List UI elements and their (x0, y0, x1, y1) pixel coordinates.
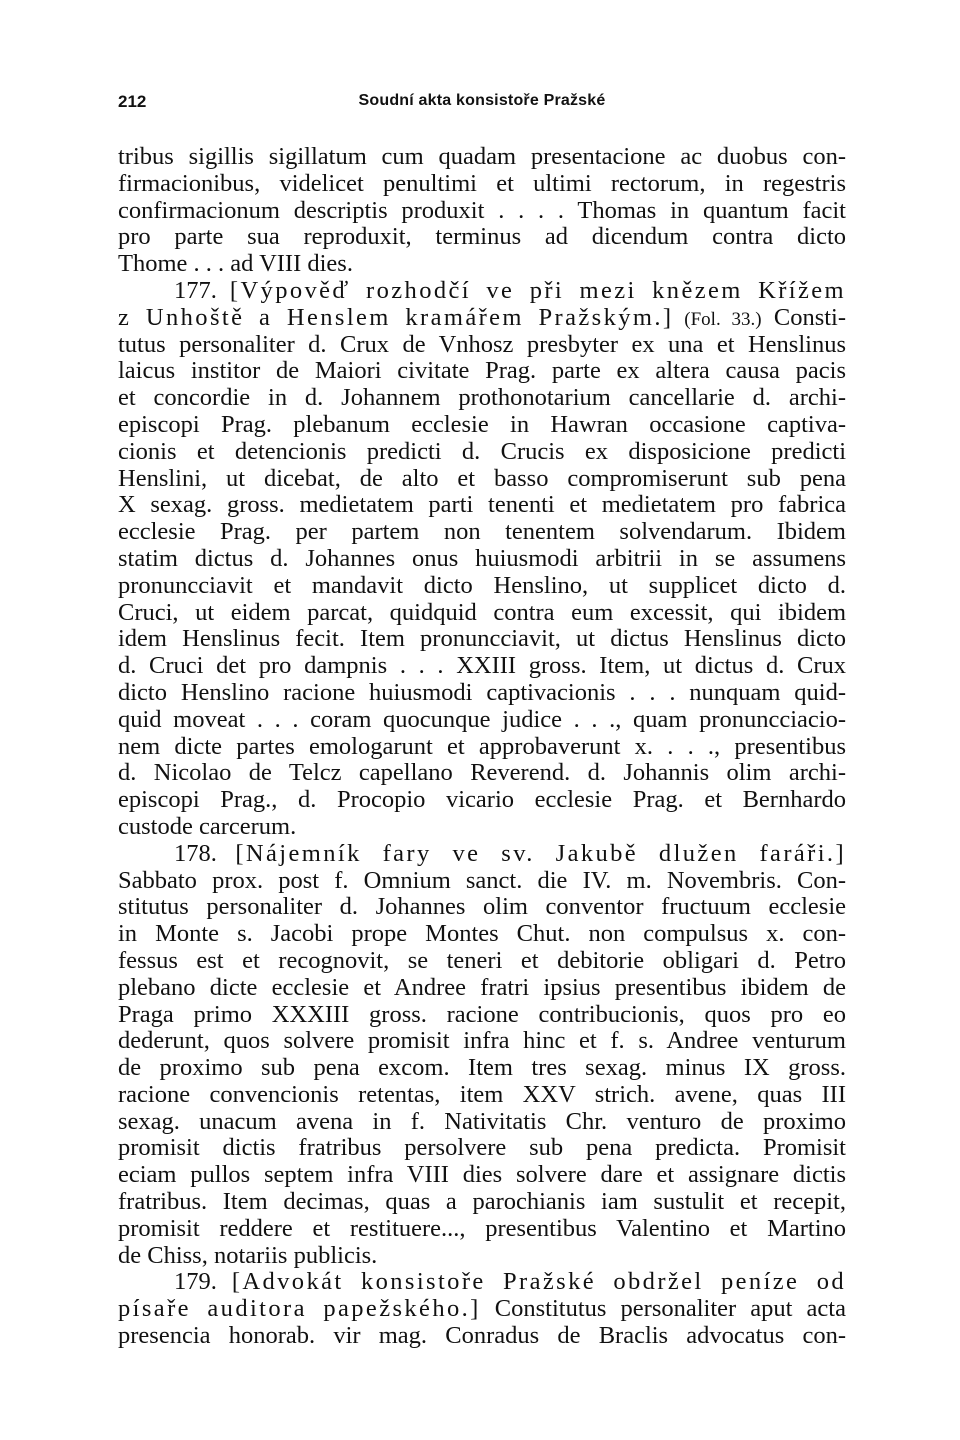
text-line (118, 1269, 846, 1296)
line-text: quid moveat . . . coram quocunque judice . . ., quam pronuncciacio- (118, 705, 846, 733)
text-line (118, 1323, 846, 1350)
line-text: cionis et detencionis predicti d. Crucis ex disposicione predicti (118, 437, 846, 465)
line-text: X sexag. gross. medietatem parti tenenti et medietatem pro fabrica (118, 491, 846, 519)
text-line (118, 760, 846, 787)
line-text: fessus est et recognovit, se teneri et debitorie obligari d. Petro (118, 946, 846, 974)
text-line (118, 707, 846, 734)
line-text: ecclesie Prag. per partem non tenentem solvendarum. Ibidem (118, 518, 846, 546)
entry-heading: [Advokát konsistoře Pražské obdržel peníze od (231, 1268, 846, 1296)
text-line (118, 385, 846, 412)
text-line (118, 412, 846, 439)
text-line (118, 868, 846, 895)
line-text: Constitutus personaliter aput acta (480, 1295, 846, 1323)
entry-number: 178. (174, 839, 236, 867)
line-text: Praga primo XXXIII gross. racione contribucionis, quos pro eo (118, 1000, 846, 1028)
text-line (118, 466, 846, 493)
text-line (118, 1189, 846, 1216)
line-text: Thome . . . ad VIII dies. (118, 250, 353, 278)
page-number: 212 (118, 92, 147, 111)
text-line (118, 653, 846, 680)
entry-number: 177. (174, 276, 230, 304)
line-text: laicus institor de Maiori civitate Prag. parte ex altera causa pacis (118, 357, 846, 385)
text-line (118, 814, 846, 841)
line-text: promisit dictis fratribus persolvere sub pena predicta. Promisit (118, 1134, 846, 1162)
line-text: eciam pullos septem infra VIII dies solvere dare et assignare dictis (118, 1161, 846, 1189)
text-line (118, 600, 846, 627)
line-text: tutus personaliter d. Crux de Vnhosz presbyter ex una et Henslinus (118, 330, 846, 358)
text-line (118, 1296, 846, 1323)
text-line (118, 841, 846, 868)
line-text: nem dicte partes emologarunt et approbaverunt x. . . ., presentibus (118, 732, 846, 760)
line-text: episcopi Prag., d. Procopio vicario ecclesie Prag. et Bernhardo (118, 786, 846, 814)
text-line (118, 948, 846, 975)
page-header (118, 92, 846, 118)
text-line (118, 975, 846, 1002)
text-line (118, 787, 846, 814)
line-text: firmacionibus, videlicet penultimi et ultimi rectorum, in regestris (118, 169, 846, 197)
line-text: in Monte s. Jacobi prope Montes Chut. non compulsus x. con- (118, 920, 846, 948)
line-text: pronuncciavit et mandavit dicto Henslino, ut supplicet dicto d. (118, 571, 846, 599)
line-text: dederunt, quos solvere promisit infra hinc et f. s. Andree venturum (118, 1027, 846, 1055)
text-line (118, 680, 846, 707)
text-line (118, 894, 846, 921)
text-line (118, 251, 846, 278)
folio-reference: (Fol. 33.) (673, 308, 762, 330)
text-line (118, 1055, 846, 1082)
line-text: custode carcerum. (118, 812, 297, 840)
line-text: Henslini, ut dicebat, de alto et basso compromiserunt sub pena (118, 464, 846, 492)
line-text: confirmacionum descriptis produxit . . . . Thomas in quantum facit (118, 196, 846, 224)
line-text: promisit reddere et restituere..., presentibus Valentino et Martino (118, 1214, 846, 1242)
text-line (118, 626, 846, 653)
text-line (118, 224, 846, 251)
text-line (118, 358, 846, 385)
text-line (118, 1135, 846, 1162)
line-text: racione convencionis retentas, item XXV strich. avene, quas III (118, 1080, 846, 1108)
line-text: tribus sigillis sigillatum cum quadam presentacione ac duobus con- (118, 143, 846, 170)
text-line (118, 1162, 846, 1189)
line-text: d. Nicolao de Telcz capellano Reverend. d. Johannis olim archi- (118, 759, 846, 787)
text-line (118, 1028, 846, 1055)
line-text: Consti- (761, 303, 847, 331)
line-text: episcopi Prag. plebanum ecclesie in Hawran occasione captiva- (118, 410, 846, 438)
line-text: sexag. unacum avena in f. Nativitatis Chr. venturo de proximo (118, 1107, 846, 1135)
line-text: statim dictus d. Johannes onus huiusmodi arbitrii in se assumens (118, 544, 846, 572)
line-text: presencia honorab. vir mag. Conradus de Braclis advocatus con- (118, 1322, 846, 1350)
line-text: d. Cruci det pro dampnis . . . XXIII gross. Item, ut dictus d. Crux (118, 652, 846, 680)
text-line (118, 1216, 846, 1243)
text-line (118, 1002, 846, 1029)
line-text: de proximo sub pena excom. Item tres sexag. minus IX gross. (118, 1054, 846, 1082)
entry-number: 179. (174, 1268, 232, 1296)
line-text: et concordie in d. Johannem prothonotarium cancellarie d. archi- (118, 384, 846, 412)
line-text: stitutus personaliter d. Johannes olim conventor fructuum ecclesie (118, 893, 846, 921)
text-line (118, 1243, 846, 1270)
running-title: Soudní akta konsistoře Pražské (358, 92, 606, 109)
line-text: de Chiss, notariis publicis. (118, 1241, 378, 1269)
entry-heading: [Nájemník fary ve sv. Jakubě dlužen faráři.] (235, 839, 846, 867)
text-line (118, 1109, 846, 1136)
text-line (118, 171, 846, 198)
text-line (118, 332, 846, 359)
text-line (118, 573, 846, 600)
line-text: plebano dicte ecclesie et Andree fratri ipsius presentibus ibidem de (118, 973, 846, 1001)
entry-heading: z Unhoště a Henslem kramářem Pražským.] (118, 303, 674, 331)
line-text: Sabbato prox. post f. Omnium sanct. die IV. m. Novembris. Con- (118, 866, 846, 894)
line-text: pro parte sua reproduxit, terminus ad dicendum contra dicto (118, 223, 846, 251)
text-line (118, 278, 846, 305)
text-line (118, 734, 846, 761)
line-text: dicto Henslino racione huiusmodi captivacionis . . . nunquam quid- (118, 678, 846, 706)
text-line (118, 492, 846, 519)
entry-heading: [Výpověď rozhodčí ve při mezi knězem Křížem (229, 276, 847, 304)
text-line (118, 198, 846, 225)
text-line (118, 546, 846, 573)
text-line (118, 305, 846, 332)
text-line (118, 519, 846, 546)
entry-heading: písaře auditora papežského.] (118, 1295, 481, 1323)
line-text: Cruci, ut eidem parcat, quidquid contra eum excessit, qui ibidem (118, 598, 846, 626)
text-line (118, 921, 846, 948)
line-text: idem Henslinus fecit. Item pronuncciavit, ut dictus Henslinus dicto (118, 625, 846, 653)
body-text (118, 144, 846, 1350)
text-line (118, 144, 846, 171)
line-text: fratribus. Item decimas, quas a parochianis iam sustulit et recepit, (118, 1188, 846, 1216)
text-line (118, 439, 846, 466)
text-line (118, 1082, 846, 1109)
